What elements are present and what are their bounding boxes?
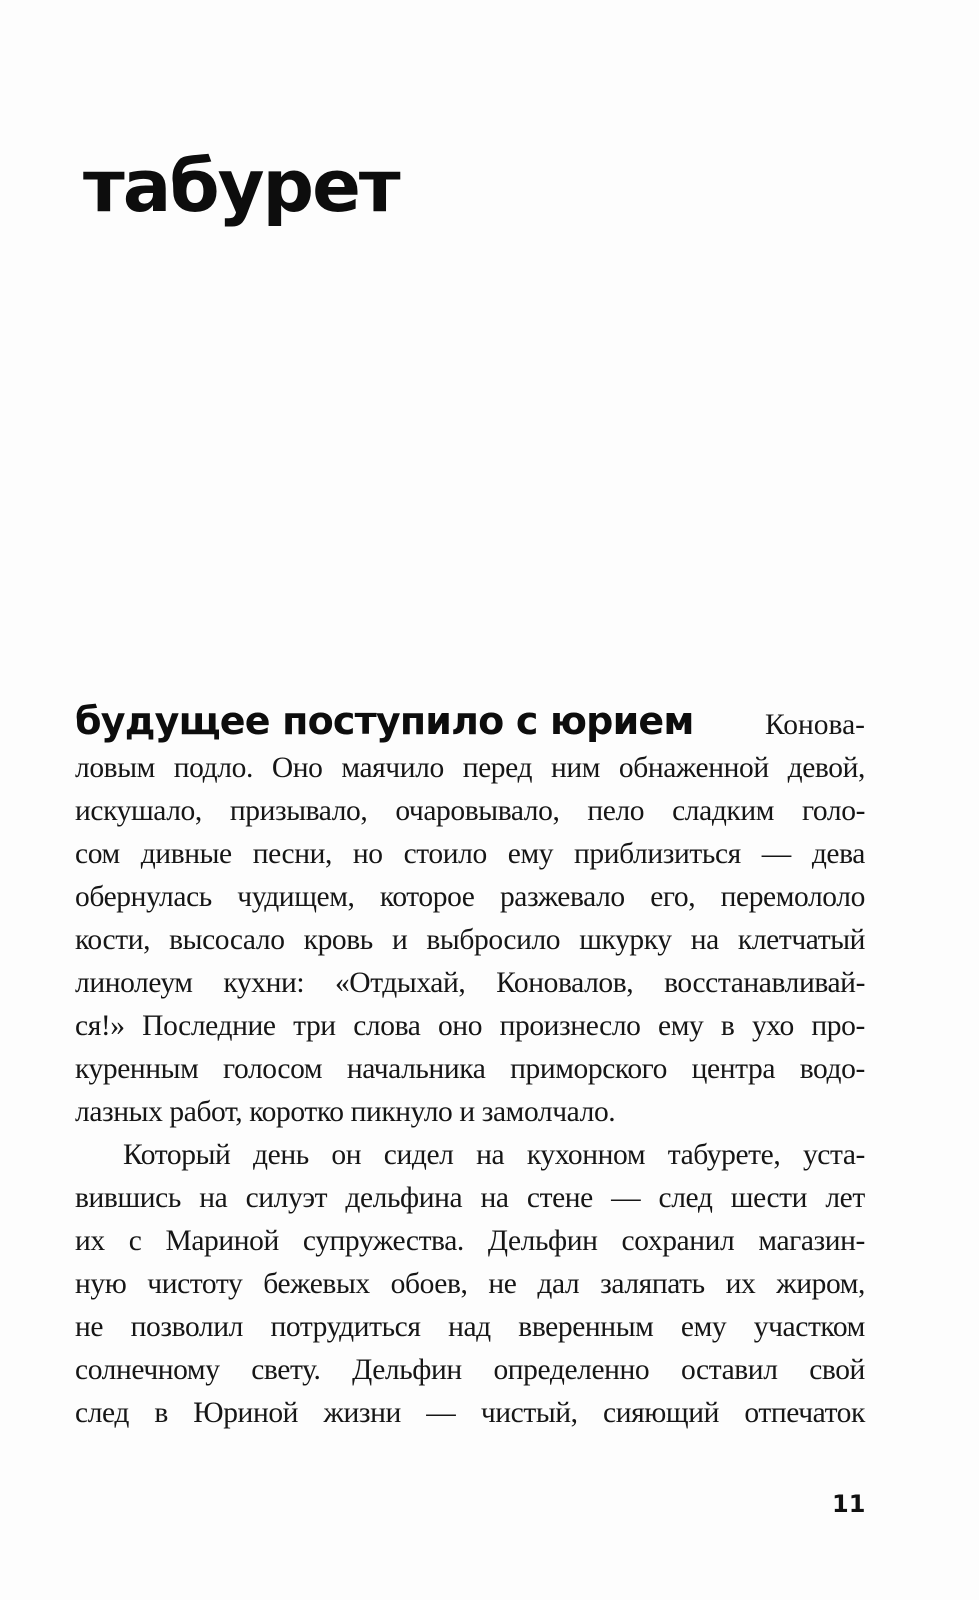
text-line-paragraph-end: лазных работ, коротко пикнуло и замолчало. [75,1096,616,1128]
text-line: вившись на силуэт дельфина на стене — след шести лет [75,1182,865,1214]
text-line: не позволил потрудиться над вверенным ему участком [75,1311,865,1343]
text-line: ся!» Последние три слова оно произнесло ему в ухо про- [75,1010,865,1042]
text-line: искушало, призывало, очаровывало, пело сладким голо- [75,795,865,827]
text-line: линолеум кухни: «Отдыхай, Коновалов, восстанавливай- [75,967,865,999]
lead-paragraph-first-line [75,695,865,747]
text-line: сом дивные песни, но стоило ему приблизиться — дева [75,838,865,870]
page-number: 11 [832,1490,866,1518]
text-line: их с Мариной супружества. Дельфин сохранил магазин- [75,1225,865,1257]
lead-in-continuation: Конова- [765,709,865,741]
text-line: кости, высосало кровь и выбросило шкурку на клетчатый [75,924,865,956]
body-text [75,695,865,1435]
text-line: след в Юриной жизни — чистый, сияющий отпечаток [75,1397,865,1429]
lead-in-bold: будущее поступило с юрием [75,699,694,743]
text-line: ную чистоту бежевых обоев, не дал заляпать их жиром, [75,1268,865,1300]
text-line-paragraph-start: Который день он сидел на кухонном табурете, уста- [123,1139,865,1171]
text-line: ловым подло. Оно маячило перед ним обнаженной девой, [75,752,865,784]
text-line: солнечному свету. Дельфин определенно оставил свой [75,1354,865,1386]
text-line: куренным голосом начальника приморского центра водо- [75,1053,865,1085]
text-line: обернулась чудищем, которое разжевало его, перемололо [75,881,865,913]
chapter-title: табурет [83,144,399,228]
